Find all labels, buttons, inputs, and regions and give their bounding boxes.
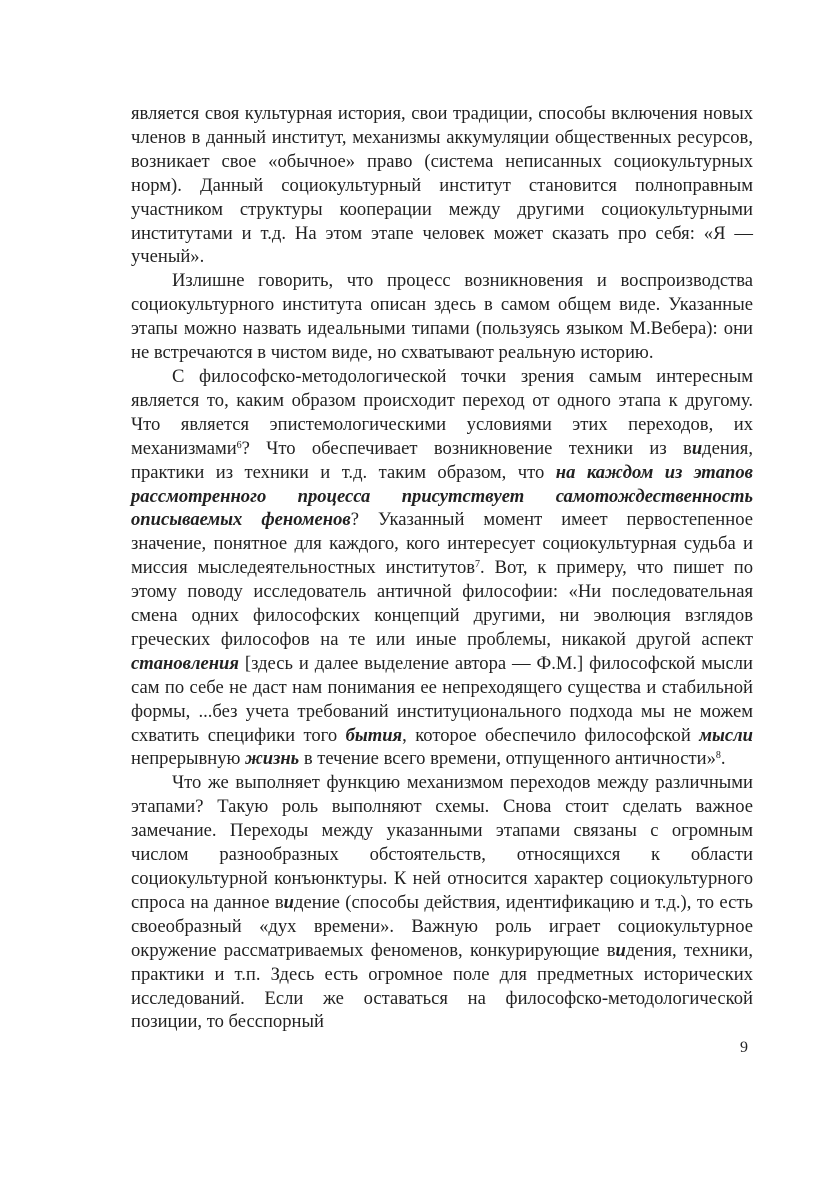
text-run: . bbox=[720, 748, 726, 770]
text-run: С философско-методологической точки зрения самым интересным является то, каким образом происходит переход от одного этапа к другому. Что является эпистемологическими условиями этих переходов, их механизмами bbox=[131, 365, 753, 459]
emphasis-letter: и bbox=[283, 891, 294, 913]
emphasis-word: становления bbox=[131, 652, 239, 674]
text-run: непрерывную bbox=[131, 748, 246, 770]
paragraph-continuation bbox=[131, 102, 753, 269]
paragraph-schemes bbox=[131, 771, 753, 1034]
text-run: является своя культурная история, свои традиции, способы включения новых членов в данный институт, механизмы аккумуляции общественных ресурсов, возникает свое «обычное» право (система неписанных социокультурных норм). Данный социокультурный институт становится полноправным участником структуры кооперации между другими социокультурными институтами и т.д. На этом этапе человек может сказать про себя: «Я — ученый». bbox=[131, 103, 753, 268]
text-run: . Вот, к примеру, что пишет по этому поводу исследователь античной философии: «Ни последовательная смена одних философских концепций другими, ни эволюция взглядов греческих философов на те или иные проблемы, никакой другой аспект bbox=[131, 557, 753, 650]
paragraph-ideal-types bbox=[131, 269, 753, 365]
text-run: ? Что обеспечивает возникновение техники из в bbox=[241, 437, 692, 459]
text-run: [здесь и далее выделение автора — Ф.М.] философской мысли сам по себе не даст нам понимания ее непреходящего существа и стабильной формы, ...без учета требований институционального подхода мы не можем схватить специфики того bbox=[131, 652, 753, 746]
text-run: Излишне говорить, что процесс возникновения и воспроизводства социокультурного института описан здесь в самом общем виде. Указанные этапы можно назвать идеальными типами (пользуясь языком М.Вебера): они не встречаются в чистом виде, но схватывают реальную историю. bbox=[131, 270, 753, 364]
text-run: , которое обеспечило философской bbox=[402, 724, 700, 746]
paragraph-transitions bbox=[131, 365, 753, 771]
emphasis-word: бытия bbox=[345, 724, 403, 746]
footnote-ref-7: 7 bbox=[475, 559, 481, 571]
footnote-ref-8: 8 bbox=[715, 750, 721, 762]
emphasis-letter: и bbox=[615, 939, 626, 961]
page-number: 9 bbox=[740, 1039, 748, 1056]
emphasis-phrase: на каждом из этапов рассмотренного процесса присутствует самотождественность описываемых феноменов bbox=[131, 461, 753, 531]
emphasis-word: мысли bbox=[699, 724, 753, 746]
emphasis-letter: и bbox=[691, 437, 703, 459]
text-run: в течение всего времени, отпущенного античности» bbox=[299, 748, 716, 770]
emphasis-word: жизнь bbox=[245, 748, 300, 770]
page-body bbox=[131, 102, 753, 1034]
text-run: дение (способы действия, идентификацию и т.д.), то есть своеобразный «дух времени». Важную роль играет социокультурное окружение рассматриваемых феноменов, конкурирующие в bbox=[131, 891, 753, 961]
footnote-ref-6: 6 bbox=[236, 439, 242, 451]
text-run: дения, техники, практики и т.п. Здесь есть огромное поле для предметных исторических исследований. Если же оставаться на философско-методологической позиции, то бесспорный bbox=[131, 939, 753, 1033]
text-run: ? Указанный момент имеет первостепенное значение, понятное для каждого, кого интересует социокультурная судьба и миссия мыследеятельностных институтов bbox=[131, 509, 753, 579]
text-run: Что же выполняет функцию механизмом переходов между различными этапами? Такую роль выполняют схемы. Снова стоит сделать важное замечание. Переходы между указанными этапами связаны с огромным числом разнообразных обстоятельств, относящихся к области социокультурной конъюнктуры. К ней относится характер социокультурного спроса на данное в bbox=[131, 772, 753, 913]
text-run: дения, практики из техники и т.д. таким образом, что bbox=[131, 437, 753, 483]
